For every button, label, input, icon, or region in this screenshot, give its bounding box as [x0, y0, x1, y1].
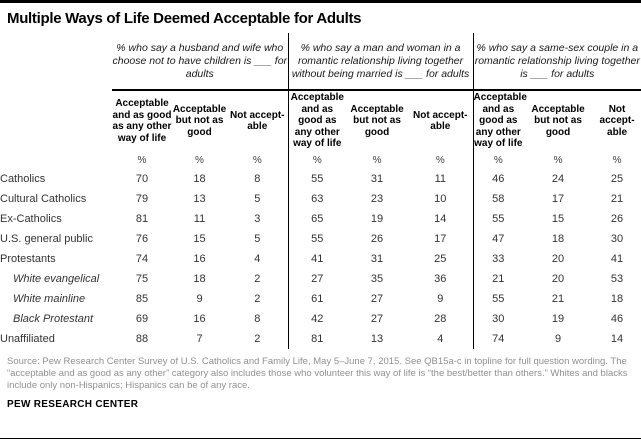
- row-label: Cultural Catholics: [0, 193, 87, 205]
- source-note: Source: Pew Research Center Survey of U.S. Catholics and Family Life, May 5–June 7, 2015. See QB15a-c in topline for full question wording. The “acceptable and as good as any other” category also includes those who volunteer this way of life is “the best/better than others.” Whites and blacks include only non-Hispanics; Hispanics can be of any race.: [7, 356, 628, 391]
- cell-value: 2: [254, 333, 261, 345]
- cell-value: 11: [193, 213, 206, 225]
- row-label: Unaffiliated: [0, 333, 55, 345]
- unit-row: [0, 151, 641, 169]
- subheader-row: [0, 90, 641, 151]
- row-label: White mainline: [13, 293, 86, 305]
- cell-value: 75: [135, 273, 149, 285]
- table-row: [0, 249, 641, 269]
- cell-value: 33: [473, 249, 523, 269]
- cell-value: 9: [554, 333, 562, 345]
- cell-value: 14: [610, 333, 624, 345]
- cell-value: 2: [254, 293, 261, 305]
- cell-value: 27: [288, 269, 346, 289]
- table-row: [0, 229, 641, 249]
- unit-label: %: [195, 154, 204, 166]
- cell-value: 4: [254, 253, 261, 265]
- cell-value: 13: [370, 333, 384, 345]
- cell-value: 9: [196, 293, 203, 305]
- page-title: Multiple Ways of Life Deemed Acceptable for Adults: [7, 10, 362, 27]
- cell-value: 21: [610, 193, 624, 205]
- cell-value: 65: [288, 209, 346, 229]
- subheader-acceptable-good: Acceptable and as good as any other way of life: [112, 98, 172, 144]
- cell-value: 17: [434, 233, 447, 245]
- cell-value: 19: [370, 213, 384, 225]
- cell-value: 14: [434, 213, 447, 225]
- cell-value: 15: [193, 233, 206, 245]
- cell-value: 21: [551, 293, 565, 305]
- unit-label: %: [553, 154, 563, 166]
- data-table: [0, 33, 641, 349]
- cell-value: 58: [473, 189, 523, 209]
- row-label: U.S. general public: [0, 233, 93, 245]
- cell-value: 19: [551, 313, 565, 325]
- cell-value: 55: [288, 169, 346, 189]
- cell-value: 81: [288, 329, 346, 349]
- cell-value: 18: [610, 293, 624, 305]
- cell-value: 41: [610, 253, 624, 265]
- cell-value: 11: [434, 173, 446, 185]
- cell-value: 24: [551, 173, 565, 185]
- subheader-acceptable-not-good: Acceptable but not as good: [350, 103, 404, 138]
- table-row: [0, 329, 641, 349]
- table-row: [0, 169, 641, 189]
- cell-value: 70: [135, 173, 149, 185]
- cell-value: 31: [370, 253, 384, 265]
- cell-value: 5: [254, 233, 261, 245]
- subheader-acceptable-good: Acceptable and as good as any other way of life: [473, 90, 523, 151]
- cell-value: 30: [610, 233, 624, 245]
- subheader-not-acceptable: Not acceptable: [599, 103, 635, 138]
- table-row: [0, 269, 641, 289]
- cell-value: 55: [473, 209, 523, 229]
- question-group-2: % who say a man and woman in a romantic relationship living together without being married is ___ for adults: [288, 33, 473, 90]
- cell-value: 61: [288, 289, 346, 309]
- cell-value: 42: [288, 309, 346, 329]
- spacer-cell: [0, 90, 112, 151]
- row-label: White evangelical: [13, 273, 100, 285]
- table-row: [0, 309, 641, 329]
- unit-label: %: [612, 154, 622, 166]
- cell-value: 20: [551, 253, 565, 265]
- cell-value: 8: [254, 173, 261, 185]
- cell-value: 21: [473, 269, 523, 289]
- unit-label: %: [137, 154, 147, 166]
- cell-value: 53: [610, 273, 624, 285]
- cell-value: 23: [370, 193, 384, 205]
- cell-value: 79: [135, 193, 149, 205]
- row-label: Catholics: [0, 173, 46, 185]
- cell-value: 35: [370, 273, 384, 285]
- cell-value: 69: [135, 313, 149, 325]
- unit-label: %: [473, 151, 523, 169]
- unit-label: %: [288, 151, 346, 169]
- cell-value: 8: [254, 313, 261, 325]
- subheader-not-acceptable: Not acceptable: [230, 109, 285, 132]
- cell-value: 13: [193, 193, 206, 205]
- bottom-rule: [0, 438, 641, 439]
- cell-value: 25: [434, 253, 447, 265]
- cell-value: 27: [370, 313, 384, 325]
- cell-value: 15: [551, 213, 565, 225]
- brand-label: PEW RESEARCH CENTER: [7, 399, 139, 410]
- cell-value: 18: [193, 173, 206, 185]
- cell-value: 18: [551, 233, 565, 245]
- cell-value: 46: [610, 313, 624, 325]
- cell-value: 31: [370, 173, 384, 185]
- cell-value: 5: [254, 193, 261, 205]
- cell-value: 55: [473, 289, 523, 309]
- spacer-cell: [0, 33, 112, 90]
- cell-value: 88: [135, 333, 149, 345]
- cell-value: 74: [473, 329, 523, 349]
- table-row: [0, 209, 641, 229]
- cell-value: 85: [135, 293, 149, 305]
- row-label: Ex-Catholics: [0, 213, 62, 225]
- cell-value: 4: [437, 333, 444, 345]
- cell-value: 81: [135, 213, 149, 225]
- top-rule: [0, 0, 641, 3]
- row-label: Protestants: [0, 253, 56, 265]
- cell-value: 17: [551, 193, 565, 205]
- cell-value: 76: [135, 233, 149, 245]
- cell-value: 36: [434, 273, 447, 285]
- cell-value: 3: [254, 213, 261, 225]
- table-row: [0, 289, 641, 309]
- subheader-acceptable-good: Acceptable and as good as any other way of life: [288, 90, 346, 151]
- spacer-cell: [0, 151, 112, 169]
- cell-value: 47: [473, 229, 523, 249]
- row-label: Black Protestant: [13, 313, 94, 325]
- cell-value: 46: [473, 169, 523, 189]
- subheader-acceptable-not-good: Acceptable but not as good: [531, 103, 585, 138]
- cell-value: 20: [551, 273, 565, 285]
- unit-label: %: [252, 154, 262, 166]
- question-row: [0, 33, 641, 90]
- unit-label: %: [372, 154, 382, 166]
- subheader-not-acceptable: Not acceptable: [413, 109, 468, 132]
- cell-value: 74: [135, 253, 149, 265]
- cell-value: 25: [610, 173, 624, 185]
- cell-value: 26: [610, 213, 624, 225]
- cell-value: 26: [370, 233, 384, 245]
- cell-value: 41: [288, 249, 346, 269]
- cell-value: 55: [288, 229, 346, 249]
- subheader-acceptable-not-good: Acceptable but not as good: [172, 103, 227, 138]
- cell-value: 16: [193, 253, 206, 265]
- question-group-3: % who say a same-sex couple in a romantic relationship living together is ___ for adults: [473, 33, 641, 90]
- cell-value: 28: [434, 313, 447, 325]
- cell-value: 2: [254, 273, 261, 285]
- cell-value: 18: [193, 273, 206, 285]
- question-group-1: % who say a husband and wife who choose not to have children is ___ for adults: [112, 33, 288, 90]
- cell-value: 27: [370, 293, 384, 305]
- cell-value: 16: [193, 313, 206, 325]
- unit-label: %: [435, 154, 445, 166]
- cell-value: 30: [473, 309, 523, 329]
- cell-value: 10: [434, 193, 447, 205]
- cell-value: 9: [437, 293, 444, 305]
- cell-value: 7: [196, 333, 203, 345]
- cell-value: 63: [288, 189, 346, 209]
- table-row: [0, 189, 641, 209]
